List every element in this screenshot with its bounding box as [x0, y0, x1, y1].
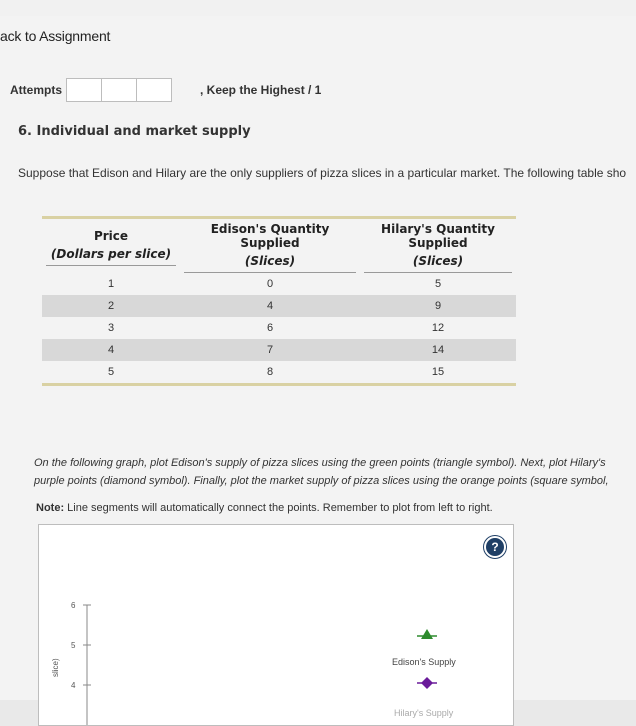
- graph-instructions: [34, 454, 636, 490]
- price-cell: 1: [107, 278, 115, 290]
- attempt-box: [102, 78, 137, 102]
- hilary-legend-label: Hilary's Supply: [394, 708, 454, 718]
- column-header-unit: (Slices): [184, 250, 356, 273]
- column-header-name: Hilary's Quantity Supplied: [381, 222, 495, 250]
- browser-top-strip: [0, 0, 636, 17]
- question-intro: Suppose that Edison and Hilary are the only suppliers of pizza slices in a particular market. The following table sho: [18, 166, 627, 180]
- table-bottom-rule: [42, 383, 516, 386]
- hilary-qty-cell: 12: [431, 322, 445, 334]
- supply-table: [42, 216, 516, 386]
- attempt-box: [137, 78, 172, 102]
- y-tick-label: 4: [71, 681, 76, 690]
- hilary-diamond-icon[interactable]: [421, 677, 433, 689]
- price-cell: 3: [107, 322, 115, 334]
- edison-legend-label: Edison's Supply: [392, 657, 456, 667]
- edison-qty-cell: 6: [266, 322, 274, 334]
- column-header-price: [42, 219, 180, 273]
- y-tick-label: 5: [71, 641, 76, 650]
- edison-qty-cell: 7: [180, 339, 360, 361]
- table-row: [42, 295, 516, 317]
- note-text: Line segments will automatically connect the points. Remember to plot from left to right.: [64, 502, 493, 514]
- attempts-row: [10, 78, 321, 102]
- y-tick-label: 6: [71, 601, 76, 610]
- graph-canvas[interactable]: [39, 525, 513, 725]
- note: [36, 502, 493, 514]
- column-header-name: Edison's Quantity Supplied: [210, 222, 330, 250]
- back-to-assignment-link[interactable]: ack to Assignment: [0, 28, 111, 44]
- price-cell: 2: [42, 295, 180, 317]
- hilary-qty-cell: 15: [431, 366, 445, 378]
- edison-qty-cell: 8: [266, 366, 274, 378]
- keep-highest-label: , Keep the Highest / 1: [200, 83, 322, 97]
- instructions-line: On the following graph, plot Edison's supply of pizza slices using the green points (triangle symbol). Next, plot Hilary's: [34, 457, 606, 469]
- attempts-boxes: [66, 78, 172, 102]
- help-icon[interactable]: ?: [484, 536, 506, 558]
- hilary-qty-cell: 14: [360, 339, 516, 361]
- hilary-qty-cell: 5: [434, 278, 442, 290]
- edison-qty-cell: 4: [180, 295, 360, 317]
- table-row: [42, 361, 516, 383]
- assignment-page: [0, 16, 636, 718]
- column-header-unit: (Dollars per slice): [46, 243, 176, 266]
- question-title: 6. Individual and market supply: [18, 124, 251, 139]
- table-row: [42, 273, 516, 295]
- price-cell: 5: [107, 366, 115, 378]
- instructions-line: purple points (diamond symbol). Finally, plot the market supply of pizza slices using the orange points (square symbol,: [34, 475, 609, 487]
- attempt-box: [66, 78, 102, 102]
- table-row: [42, 339, 516, 361]
- note-label: Note:: [36, 502, 65, 514]
- y-axis-label: slice): [51, 658, 60, 677]
- price-cell: 4: [42, 339, 180, 361]
- column-header-name: Price: [93, 229, 129, 243]
- attempts-label: Attempts: [10, 83, 63, 97]
- table-row: [42, 317, 516, 339]
- edison-qty-cell: 0: [266, 278, 274, 290]
- hilary-qty-cell: 9: [360, 295, 516, 317]
- graph-panel[interactable]: [38, 524, 514, 726]
- column-header-hilary: [360, 219, 516, 273]
- edison-triangle-icon[interactable]: [421, 629, 433, 639]
- column-header-unit: (Slices): [364, 250, 512, 273]
- column-header-edison: [180, 219, 360, 273]
